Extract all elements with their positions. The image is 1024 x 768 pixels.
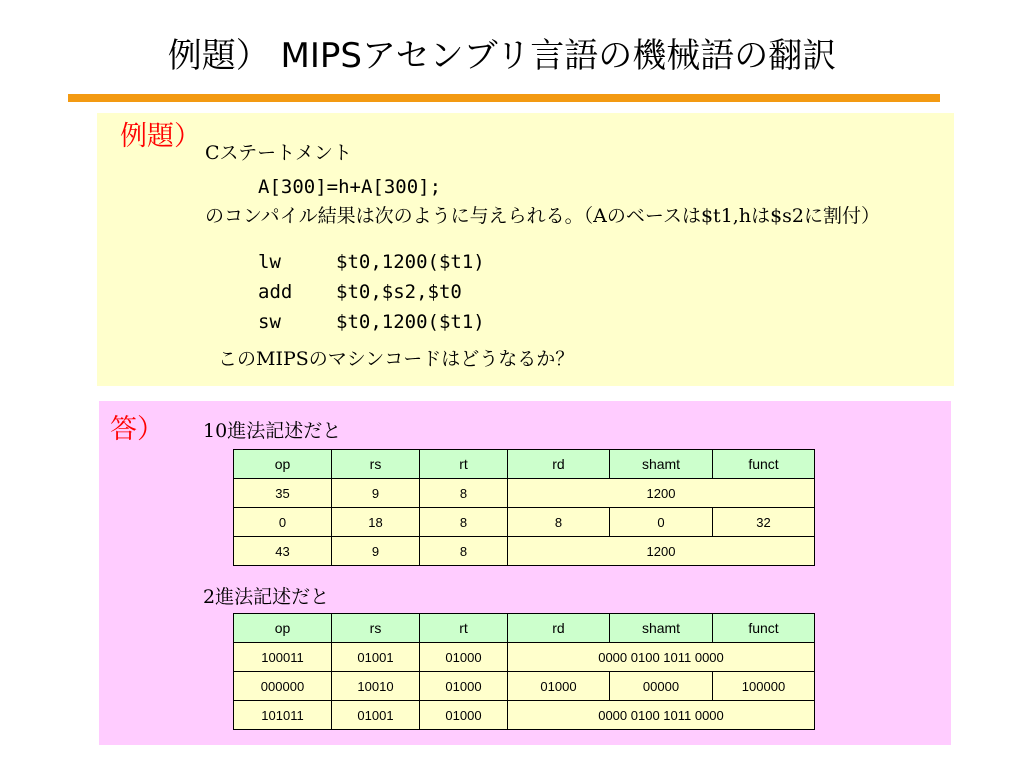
desc-part-f: $s2 (770, 205, 805, 227)
desc-part-c: のベースは (606, 205, 701, 227)
decimal-caption (203, 418, 341, 444)
code-line (258, 247, 485, 277)
table-cell: 0 (234, 508, 332, 537)
table-cell: 9 (332, 479, 420, 508)
desc-part-e: は (751, 205, 771, 227)
table-cell: 01000 (420, 672, 508, 701)
binary-caption-num: 2 (203, 586, 216, 608)
table-row (234, 672, 815, 701)
table-cell: 01001 (332, 643, 420, 672)
header-cell: shamt (610, 614, 713, 643)
question-part-a: この (218, 348, 257, 370)
binary-caption (203, 584, 329, 610)
table-cell: 0000 0100 1011 0000 (508, 701, 815, 730)
header-cell: rs (332, 450, 420, 479)
desc-part-b: A (593, 205, 607, 227)
table-row (234, 701, 815, 730)
table-cell: 00000 (610, 672, 713, 701)
question-part-c: のマシンコードはどうなるか？ (308, 348, 575, 370)
desc-part-a: のコンパイル結果は次のように与えられる。（ (205, 205, 594, 227)
header-cell: rt (420, 614, 508, 643)
c-statement-heading (205, 140, 352, 166)
table-cell: 0000 0100 1011 0000 (508, 643, 815, 672)
decimal-caption-text: 進法記述だと (227, 420, 342, 442)
code-line (258, 277, 485, 307)
table-row (234, 537, 815, 566)
header-cell: op (234, 614, 332, 643)
table-cell: 01000 (420, 643, 508, 672)
header-cell: op (234, 450, 332, 479)
table-cell: 8 (420, 508, 508, 537)
slide-title: 例題） MIPSアセンブリ言語の機械語の翻訳 (167, 36, 837, 76)
header-cell: rs (332, 614, 420, 643)
table-cell: 18 (332, 508, 420, 537)
table-cell: 1200 (508, 537, 815, 566)
question-text (218, 346, 574, 372)
header-cell: rd (508, 614, 610, 643)
table-cell: 100000 (713, 672, 815, 701)
decimal-table (233, 449, 815, 566)
binary-table (233, 613, 815, 730)
table-cell: 8 (420, 479, 508, 508)
compile-description (205, 203, 880, 229)
code-op: sw (258, 311, 281, 333)
table-row (234, 643, 815, 672)
title-underline (68, 94, 940, 102)
desc-part-g: に割付） (804, 205, 881, 227)
decimal-caption-num: 10 (203, 420, 228, 442)
table-cell: 01000 (508, 672, 610, 701)
desc-part-d: $t1,h (700, 205, 752, 227)
header-cell: funct (713, 614, 815, 643)
table-cell: 43 (234, 537, 332, 566)
question-part-b: MIPS (256, 348, 309, 370)
answer-label: 答） (110, 414, 164, 445)
example-label: 例題） (120, 121, 201, 152)
code-args: $t0,1200($t1) (336, 251, 485, 273)
table-cell: 35 (234, 479, 332, 508)
header-cell: rd (508, 450, 610, 479)
table-header-row (234, 614, 815, 643)
code-op: add (258, 281, 293, 303)
code-line (258, 307, 485, 337)
table-cell: 32 (713, 508, 815, 537)
table-header-row (234, 450, 815, 479)
table-cell: 9 (332, 537, 420, 566)
table-cell: 101011 (234, 701, 332, 730)
table-cell: 1200 (508, 479, 815, 508)
table-cell: 100011 (234, 643, 332, 672)
statement-word: ステートメント (219, 142, 352, 164)
table-cell: 000000 (234, 672, 332, 701)
table-cell: 10010 (332, 672, 420, 701)
c-letter: C (205, 142, 220, 164)
table-row (234, 508, 815, 537)
header-cell: shamt (610, 450, 713, 479)
code-args: $t0,1200($t1) (336, 311, 485, 333)
table-cell: 0 (610, 508, 713, 537)
table-cell: 8 (508, 508, 610, 537)
c-statement-code: A[300]=h+A[300]; (258, 176, 442, 198)
header-cell: funct (713, 450, 815, 479)
table-cell: 8 (420, 537, 508, 566)
assembly-code (258, 247, 485, 337)
header-cell: rt (420, 450, 508, 479)
table-cell: 01001 (332, 701, 420, 730)
code-op: lw (258, 251, 281, 273)
table-row (234, 479, 815, 508)
table-cell: 01000 (420, 701, 508, 730)
binary-caption-text: 進法記述だと (215, 586, 330, 608)
code-args: $t0,$s2,$t0 (336, 281, 462, 303)
